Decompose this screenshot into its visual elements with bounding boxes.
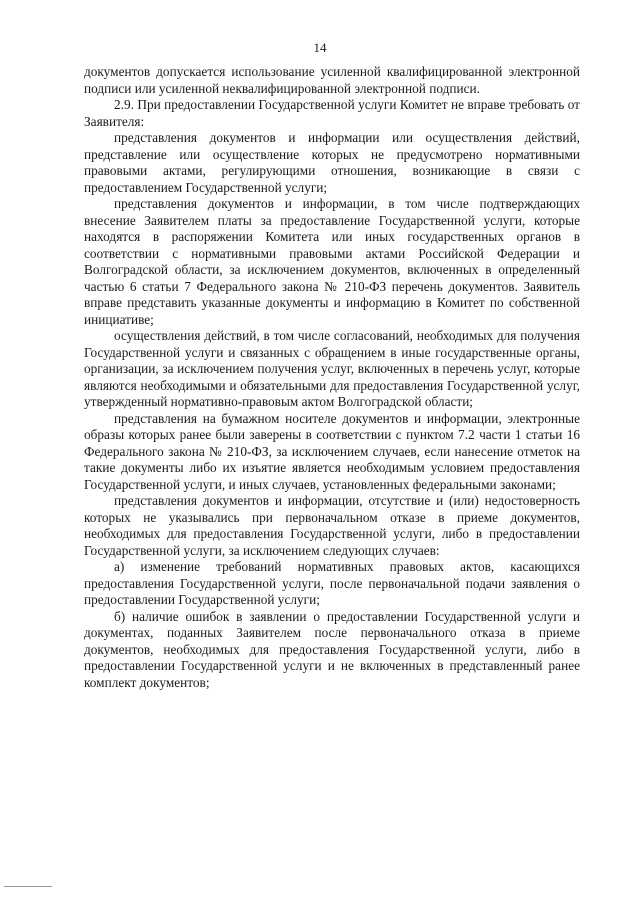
- page-number: 14: [313, 40, 327, 55]
- document-body: [84, 64, 580, 691]
- footer-rule: [4, 886, 52, 887]
- paragraph: б) наличие ошибок в заявлении о предоставлении Государственной услуги и документах, поданных Заявителем после первоначального отказа в приеме документов, необходимых для предоставления Государственной услуги, либо в предоставлении Государственной услуги и не включенных в представленный ранее комплект документов;: [84, 608, 580, 690]
- paragraph: представления документов и информации, отсутствие и (или) недостоверность которых не указывались при первоначальном отказе в приеме документов, необходимых для предоставления Государственной услуги, либо в предоставлении Государственной услуги, за исключением следующих случаев:: [84, 493, 580, 558]
- paragraph: 2.9. При предоставлении Государственной услуги Комитет не вправе требовать от Заявителя:: [84, 97, 580, 129]
- paragraph: осуществления действий, в том числе согласований, необходимых для получения Государственной услуги и связанных с обращением в иные государственные органы, организации, за исключением получения услуг, включенных в перечень услуг, которые являются необходимыми и обязательными для предоставления Государственной услуг, утвержденный нормативно-правовым актом Волгоградской области;: [84, 328, 580, 409]
- paragraph: а) изменение требований нормативных правовых актов, касающихся предоставления Государственной услуги, после первоначальной подачи заявления о предоставлении Государственной услуги;: [84, 559, 580, 607]
- paragraph: представления документов и информации, в том числе подтверждающих внесение Заявителем платы за предоставление Государственной услуги, которые находятся в распоряжении Комитета или иных государственных органов в соответствии с нормативными правовыми актами Российской Федерации и Волгоградской области, за исключением документов, включенных в определенный частью 6 статьи 7 Федерального закона № 210-ФЗ перечень документов. Заявитель вправе представить указанные документы и информацию в Комитет по собственной инициативе;: [84, 196, 580, 327]
- paragraph: представления документов и информации или осуществления действий, представление или осуществление которых не предусмотрено нормативными правовыми актами, регулирующими отношения, возникающие в связи с предоставлением Государственной услуги;: [84, 130, 580, 195]
- paragraph: представления на бумажном носителе документов и информации, электронные образы которых ранее были заверены в соответствии с пунктом 7.2 части 1 статьи 16 Федерального закона № 210-ФЗ, за исключением случаев, если нанесение отметок на такие документы либо их изъятие является необходимым условием предоставления Государственной услуги, и иных случаев, установленных федеральными законами;: [84, 410, 580, 492]
- paragraph: документов допускается использование усиленной квалифицированной электронной подписи или усиленной неквалифицированной электронной подписи.: [84, 64, 580, 96]
